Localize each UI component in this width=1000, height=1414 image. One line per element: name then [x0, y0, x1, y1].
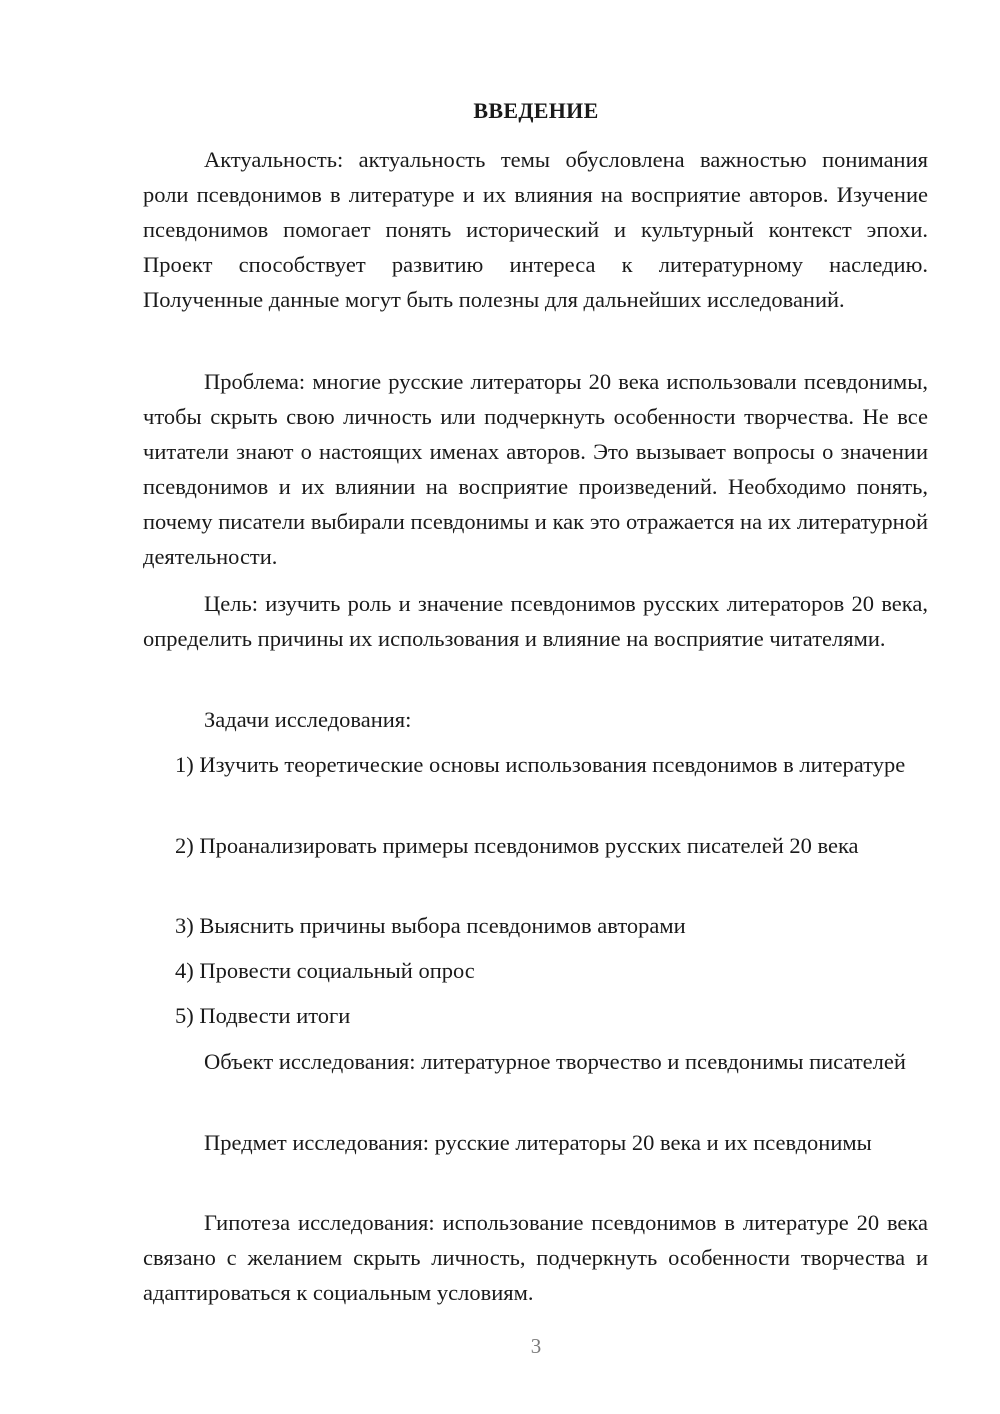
page-title: ВВЕДЕНИЕ — [473, 98, 599, 123]
page-number: 3 — [530, 1334, 542, 1358]
subject-paragraph: Предмет исследования: русские литераторы 20 века и их псевдонимы — [204, 1130, 872, 1155]
hypothesis-paragraph: Гипотеза исследования: использование псевдонимов в литературе 20 века связано с желанием скрыть личность, подчеркнуть особенности творчества и адаптироваться к социальным условиям. — [143, 1210, 928, 1305]
task-item-5: 5) Подвести итоги — [175, 1003, 351, 1028]
task-item-4: 4) Провести социальный опрос — [175, 958, 475, 983]
goal-paragraph: Цель: изучить роль и значение псевдонимов русских литераторов 20 века, определить причины их использования и влияние на восприятие читателями. — [143, 591, 928, 651]
tasks-title: Задачи исследования: — [204, 707, 412, 732]
relevance-paragraph: Актуальность: актуальность темы обусловлена важностью понимания роли псевдонимов в литературе и их влияния на восприятие авторов. Изучение псевдонимов помогает понять исторический и культурный контекст эпохи. Проект способствует развитию интереса к литературному наследию. Полученные данные могут быть полезны для дальнейших исследований. — [143, 147, 928, 312]
task-item-3: 3) Выяснить причины выбора псевдонимов авторами — [175, 913, 686, 938]
task-item-2: 2) Проанализировать примеры псевдонимов русских писателей 20 века — [175, 833, 859, 858]
problem-paragraph: Проблема: многие русские литераторы 20 века использовали псевдонимы, чтобы скрыть свою личность или подчеркнуть особенности творчества. Не все читатели знают о настоящих именах авторов. Это вызывает вопросы о значении псевдонимов и их влиянии на восприятие произведений. Необходимо понять, почему писатели выбирали псевдонимы и как это отражается на их литературной деятельности. — [143, 369, 928, 569]
object-paragraph: Объект исследования: литературное творчество и псевдонимы писателей — [204, 1049, 906, 1074]
task-item-1: 1) Изучить теоретические основы использования псевдонимов в литературе — [175, 752, 906, 777]
